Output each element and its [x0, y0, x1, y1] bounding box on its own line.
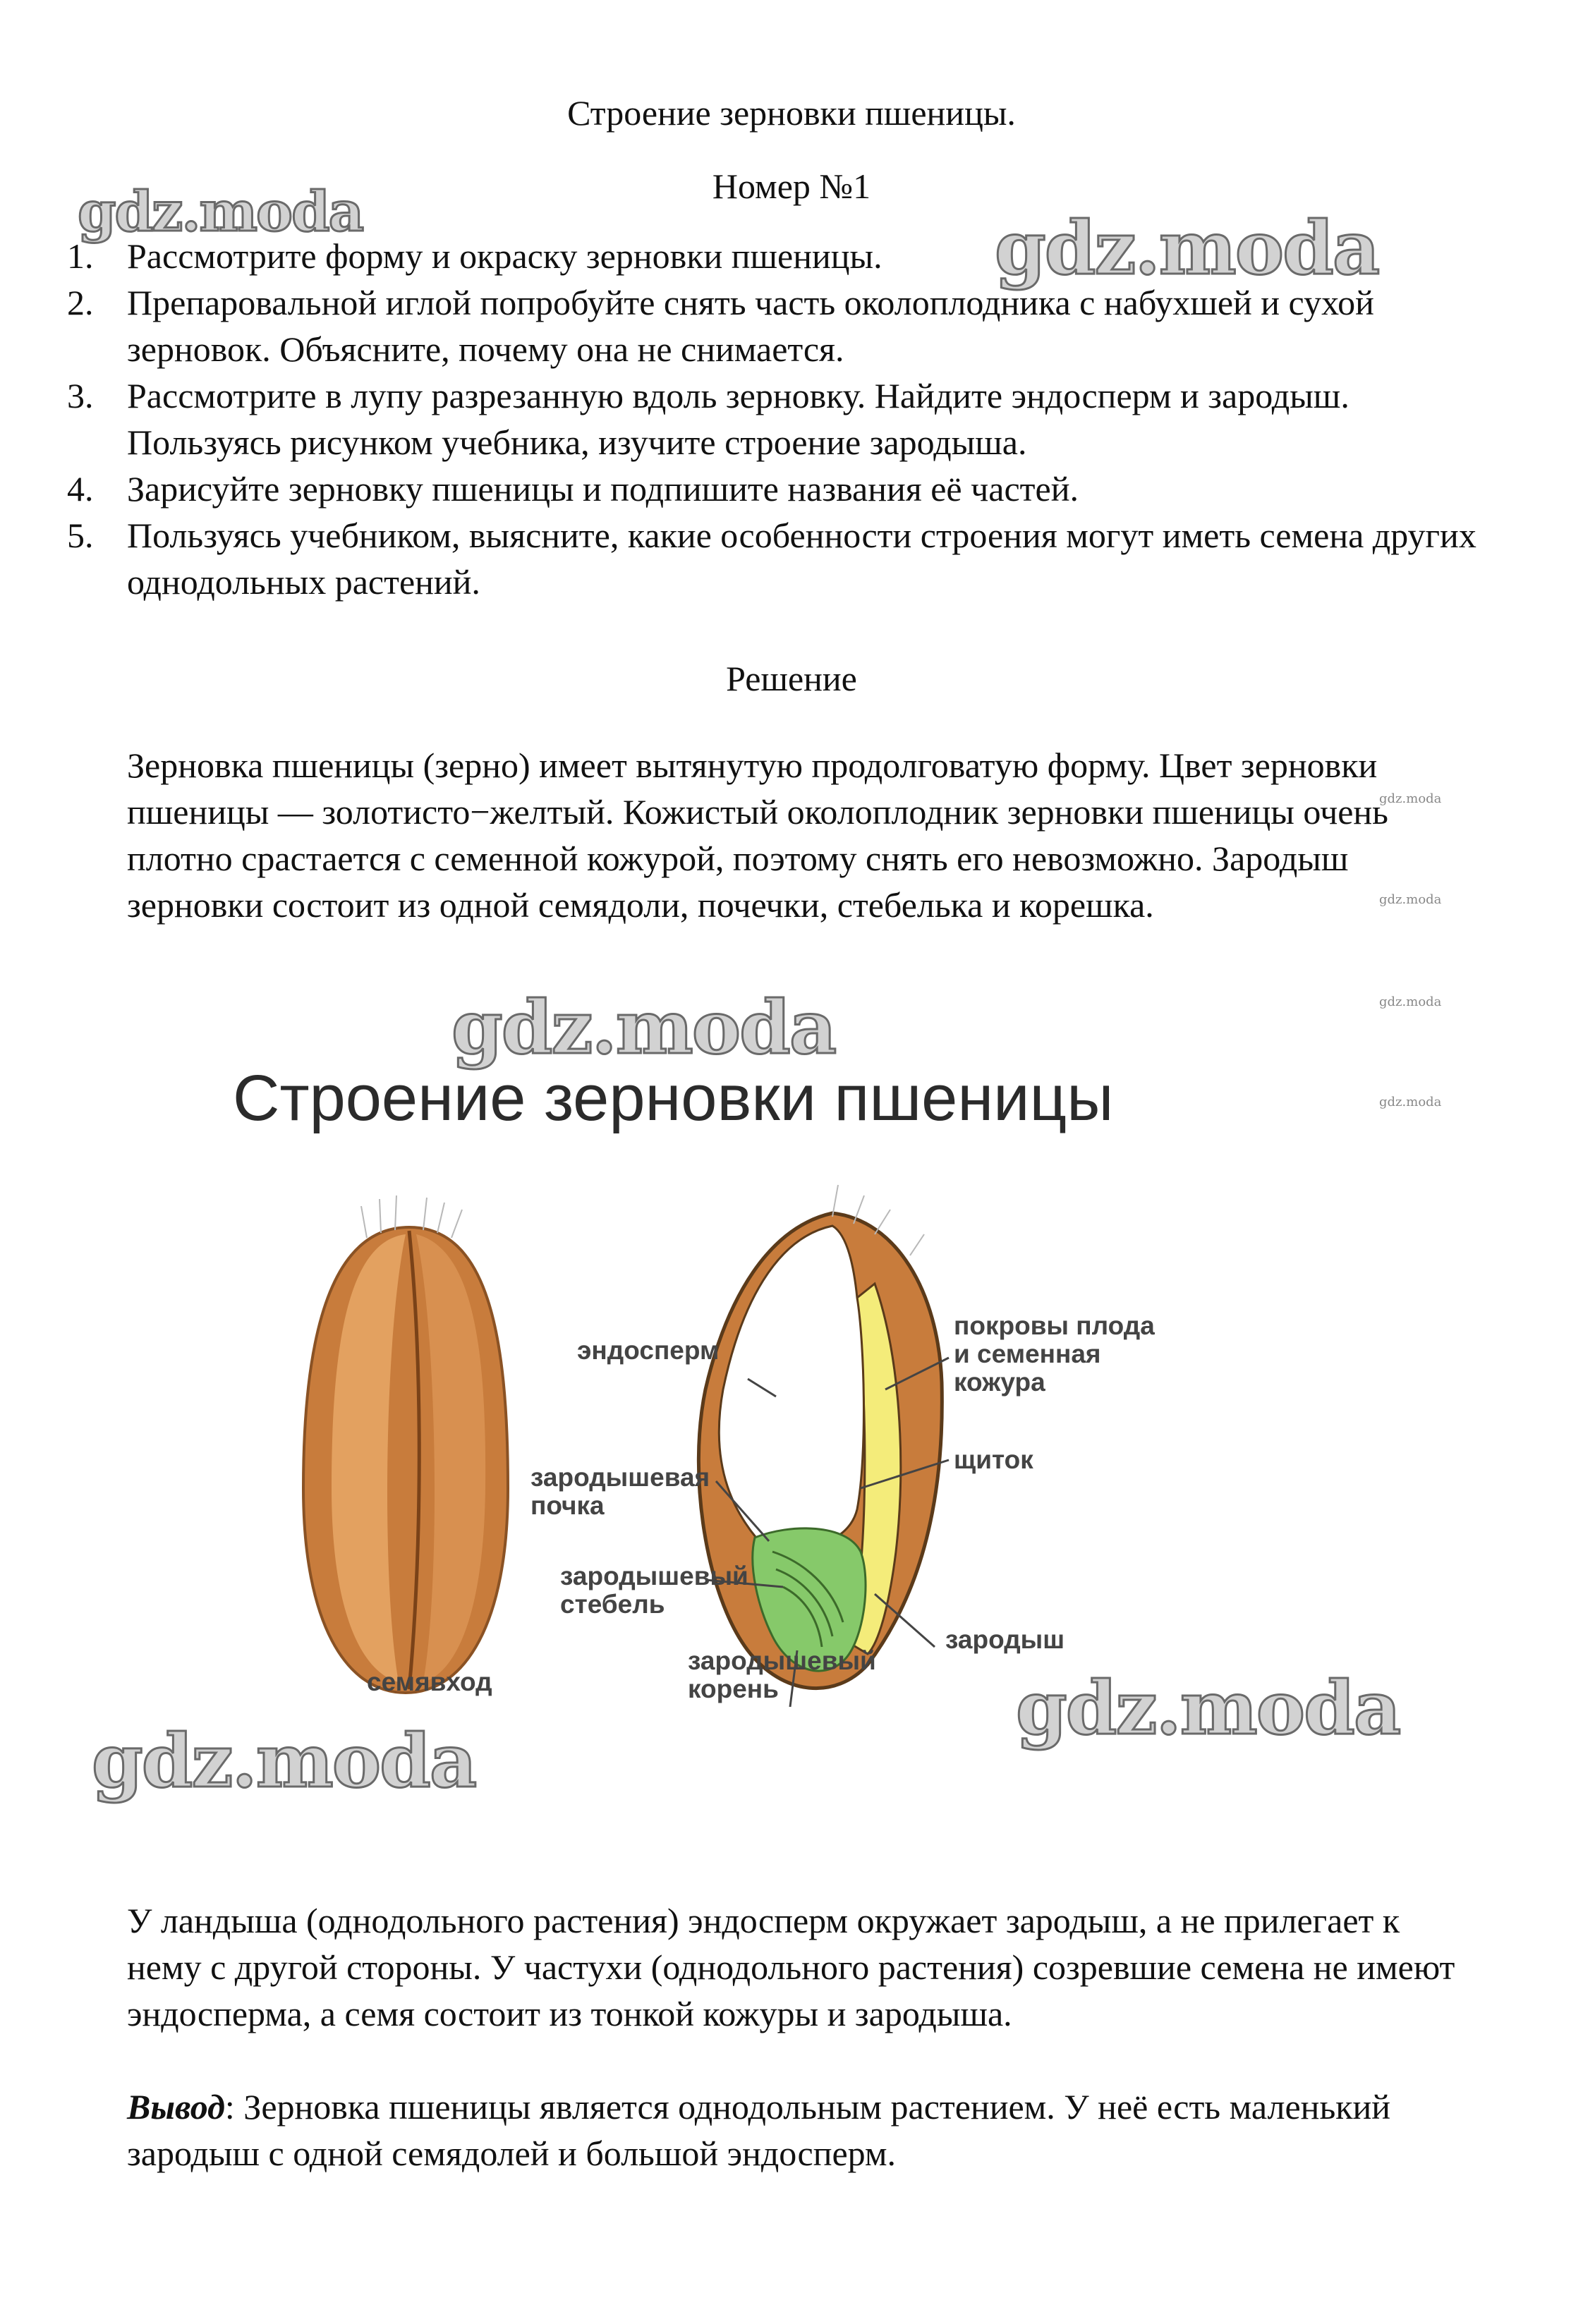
conclusion-label: Вывод: [127, 2087, 225, 2127]
watermark: gdz.moda: [78, 180, 363, 244]
task-item: 4. Зарисуйте зерновку пшеницы и подпишите названия её частей.: [67, 469, 1079, 509]
label-stem: зародышевый стебель: [560, 1562, 748, 1619]
label-scutellum: щиток: [954, 1445, 1033, 1474]
label-embryo: зародыш: [945, 1625, 1065, 1654]
watermark: gdz.moda: [1016, 1665, 1400, 1751]
conclusion-text: : Зерновка пшеницы является однодольным растением. У неё есть маленький зародыш с одной семядолей и большой эндосперм.: [127, 2087, 1391, 2173]
watermark-small: gdz.moda: [1379, 791, 1442, 806]
label-pericarp: покровы плода и семенная кожура: [954, 1311, 1155, 1397]
label-micropyle: семявход: [367, 1667, 492, 1696]
conclusion-paragraph: У ландыша (однодольного растения) эндосперм окружает зародыш, а не прилегает к нему с другой стороны. У частухи (однодольного растения) созревшие семена не имеют эндосперма, а семя состоит из тонкой кожуры и зародыша.: [127, 1901, 1455, 2033]
watermark: gdz.moda: [451, 984, 836, 1071]
page-title: Строение зерновки пшеницы.: [567, 93, 1016, 133]
figure-title: Строение зерновки пшеницы: [233, 1062, 1114, 1134]
watermark-small: gdz.moda: [1379, 1095, 1442, 1109]
whole-grain-illustration: [303, 1196, 508, 1693]
label-endosperm: эндосперм: [577, 1336, 720, 1365]
task-item: 5. Пользуясь учебником, выясните, какие особенности строения могут иметь семена других однодольных растений.: [67, 516, 1476, 602]
solution-paragraph: Зерновка пшеницы (зерно) имеет вытянутую продолговатую форму. Цвет зерновки пшеницы — золотисто−желтый. Кожистый околоплодник зерновки пшеницы очень плотно срастается с семенной кожурой, поэтому снять его невозможно. Зародыш зерновки состоит из одной семядоли, почечки, стебелька и корешка.: [127, 746, 1388, 925]
task-item: 3. Рассмотрите в лупу разрезанную вдоль зерновку. Найдите эндосперм и зародыш. Пользуясь рисунком учебника, изучите строение зародыша.: [67, 376, 1350, 462]
task-number: Номер №1: [712, 166, 871, 206]
watermark: gdz.moda: [995, 205, 1379, 291]
task-item: 2. Препаровальной иглой попробуйте снять часть околоплодника с набухшей и сухой зерновок. Объясните, почему она не снимается.: [67, 283, 1374, 369]
watermark-small: gdz.moda: [1379, 892, 1442, 907]
solution-heading: Решение: [726, 659, 857, 698]
watermark-small: gdz.moda: [1379, 994, 1442, 1009]
label-bud: зародышевая почка: [530, 1463, 710, 1520]
task-item: 1. Рассмотрите форму и окраску зерновки пшеницы.: [67, 236, 883, 276]
conclusion-summary: [127, 2083, 1467, 2177]
label-root: зародышевый корень: [688, 1646, 876, 1703]
watermark: gdz.moda: [92, 1717, 476, 1804]
